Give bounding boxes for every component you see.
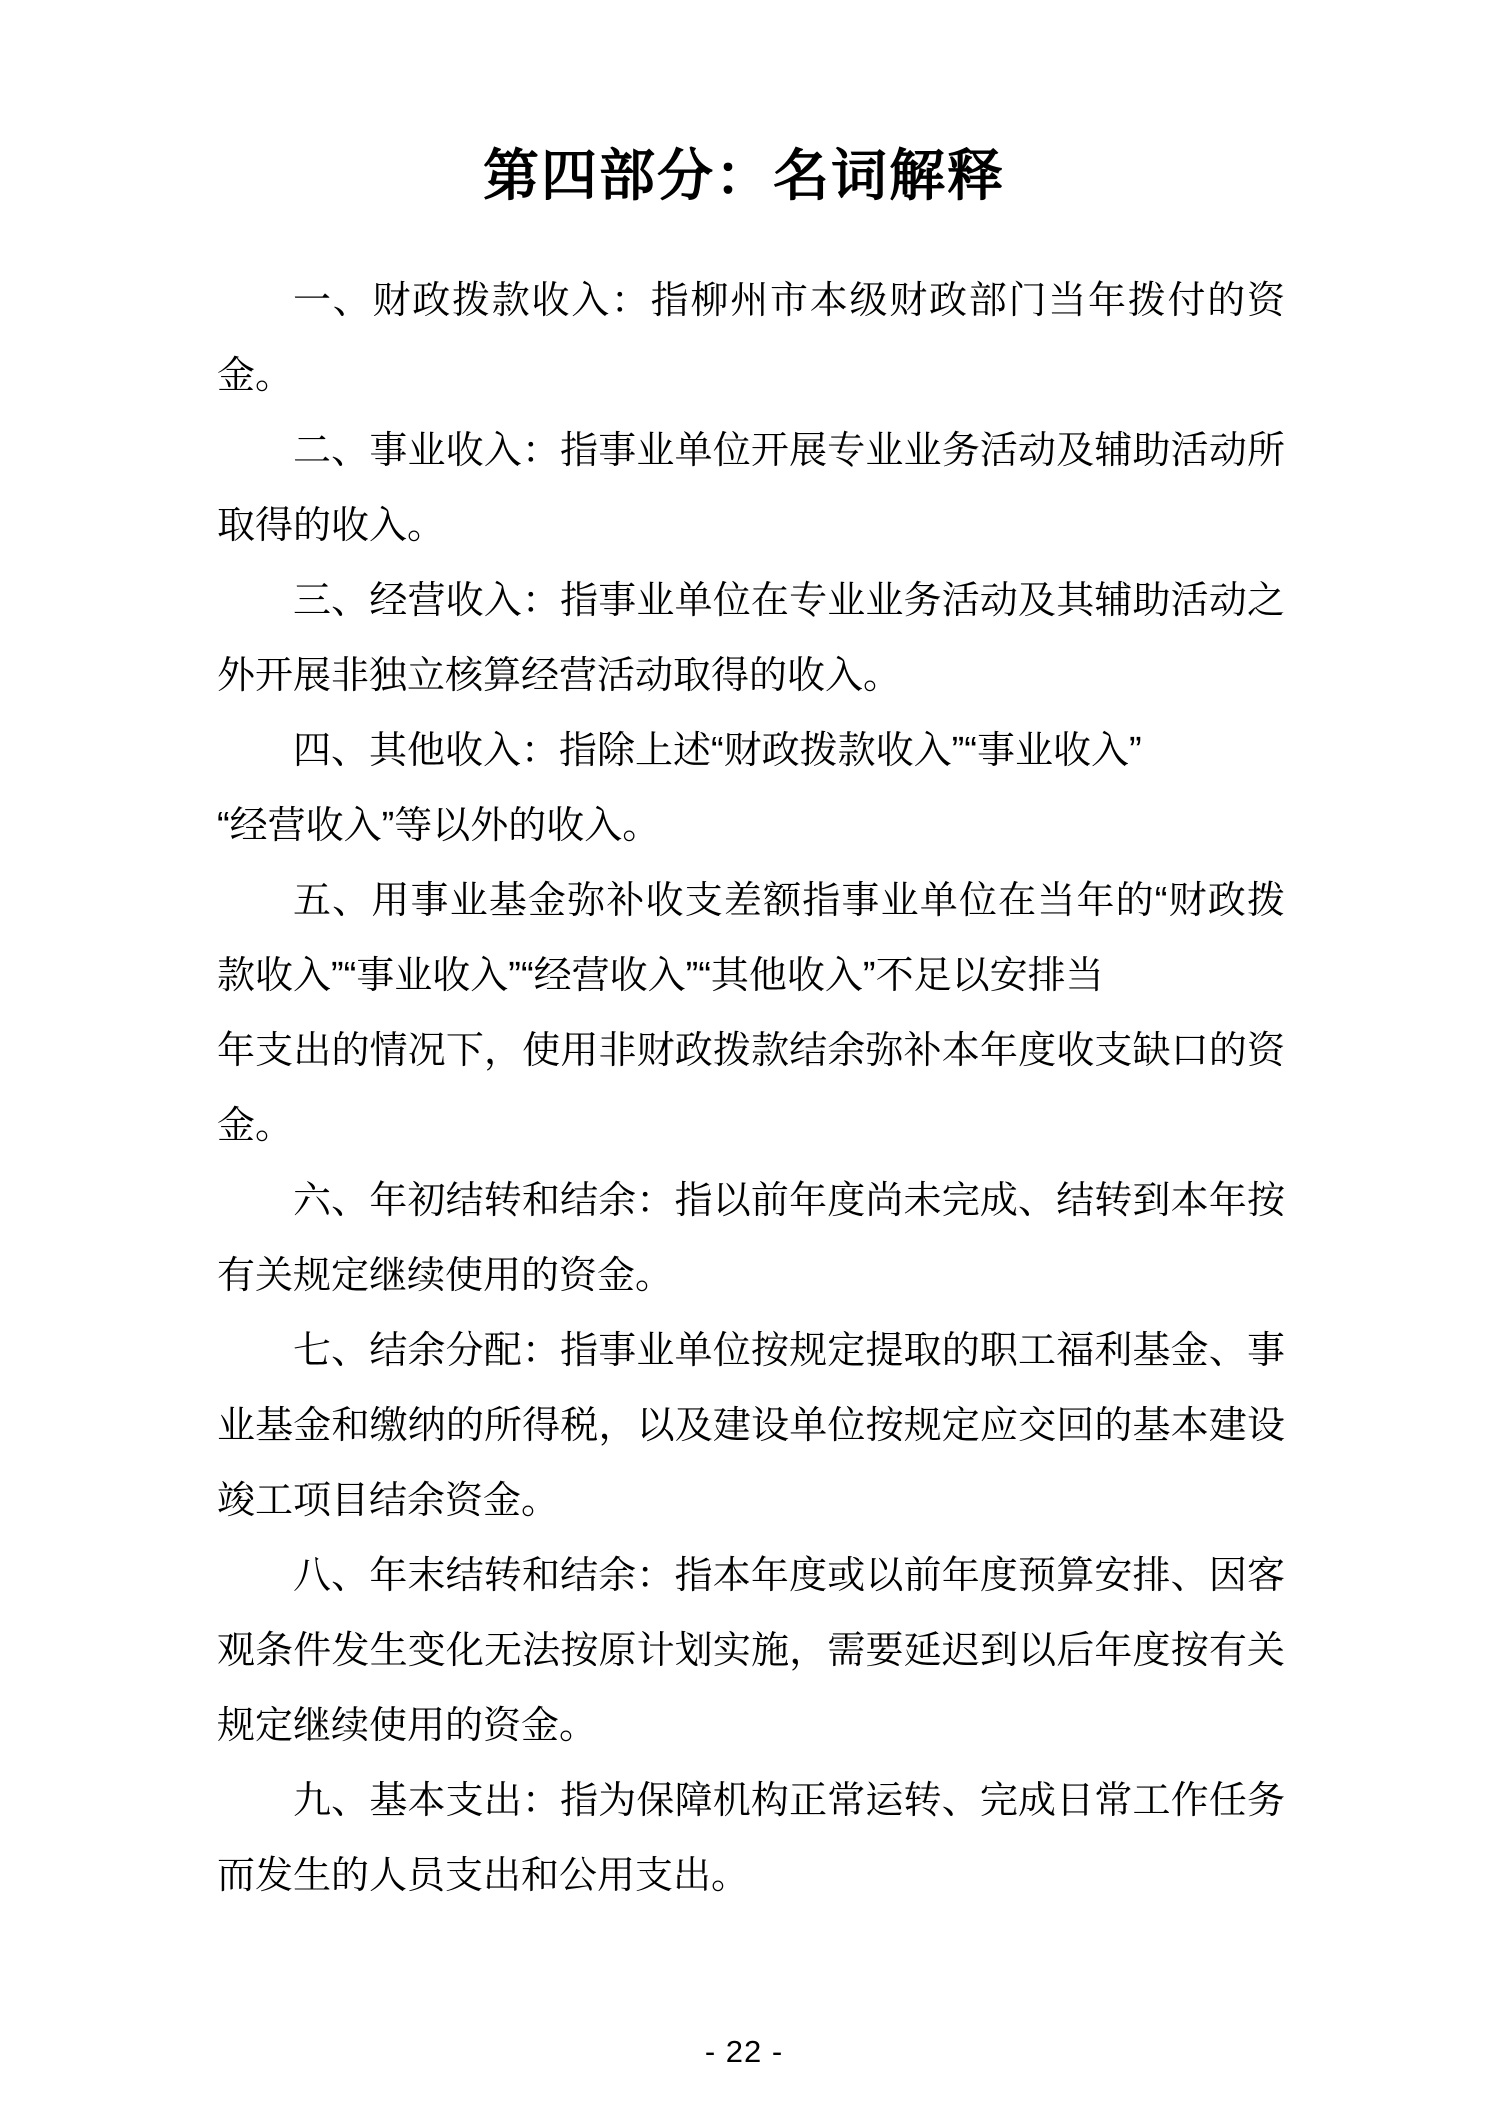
body-line: 四、其他收入：指除上述“财政拨款收入”“事业收入” bbox=[293, 730, 1142, 772]
body-line: 五、用事业基金弥补收支差额指事业单位在当年的“财政拨 bbox=[293, 880, 1285, 922]
body-line: 一、财政拨款收入：指柳州市本级财政部门当年拨付的资 bbox=[293, 280, 1285, 322]
body-line: 六、年初结转和结余：指以前年度尚未完成、结转到本年按 bbox=[293, 1180, 1285, 1222]
body-line: 七、结余分配：指事业单位按规定提取的职工福利基金、事 bbox=[293, 1330, 1285, 1372]
body-line: 年支出的情况下，使用非财政拨款结余弥补本年度收支缺口的资 bbox=[217, 1030, 1285, 1072]
body-line: 有关规定继续使用的资金。 bbox=[217, 1255, 674, 1297]
body-line: 金。 bbox=[217, 355, 294, 397]
body-line: 金。 bbox=[217, 1105, 294, 1147]
body-line: 取得的收入。 bbox=[217, 505, 446, 547]
document-body bbox=[217, 264, 1285, 1914]
page-number: - 22 - bbox=[704, 2034, 784, 2069]
body-line: 观条件发生变化无法按原计划实施，需要延迟到以后年度按有关 bbox=[217, 1630, 1285, 1672]
body-line: 规定继续使用的资金。 bbox=[217, 1705, 598, 1747]
body-line: 款收入”“事业收入”“经营收入”“其他收入”不足以安排当 bbox=[217, 955, 1104, 997]
page-title: 第四部分：名词解释 bbox=[483, 144, 1005, 207]
body-line: “经营收入”等以外的收入。 bbox=[217, 805, 661, 847]
body-line: 二、事业收入：指事业单位开展专业业务活动及辅助活动所 bbox=[293, 430, 1285, 472]
body-line: 八、年末结转和结余：指本年度或以前年度预算安排、因客 bbox=[293, 1555, 1285, 1597]
body-line: 而发生的人员支出和公用支出。 bbox=[217, 1855, 750, 1897]
body-line: 外开展非独立核算经营活动取得的收入。 bbox=[217, 655, 902, 697]
body-line: 业基金和缴纳的所得税，以及建设单位按规定应交回的基本建设 bbox=[217, 1405, 1285, 1447]
body-line: 三、经营收入：指事业单位在专业业务活动及其辅助活动之 bbox=[293, 580, 1285, 622]
body-line: 九、基本支出：指为保障机构正常运转、完成日常工作任务 bbox=[293, 1780, 1285, 1822]
body-line: 竣工项目结余资金。 bbox=[217, 1480, 560, 1522]
